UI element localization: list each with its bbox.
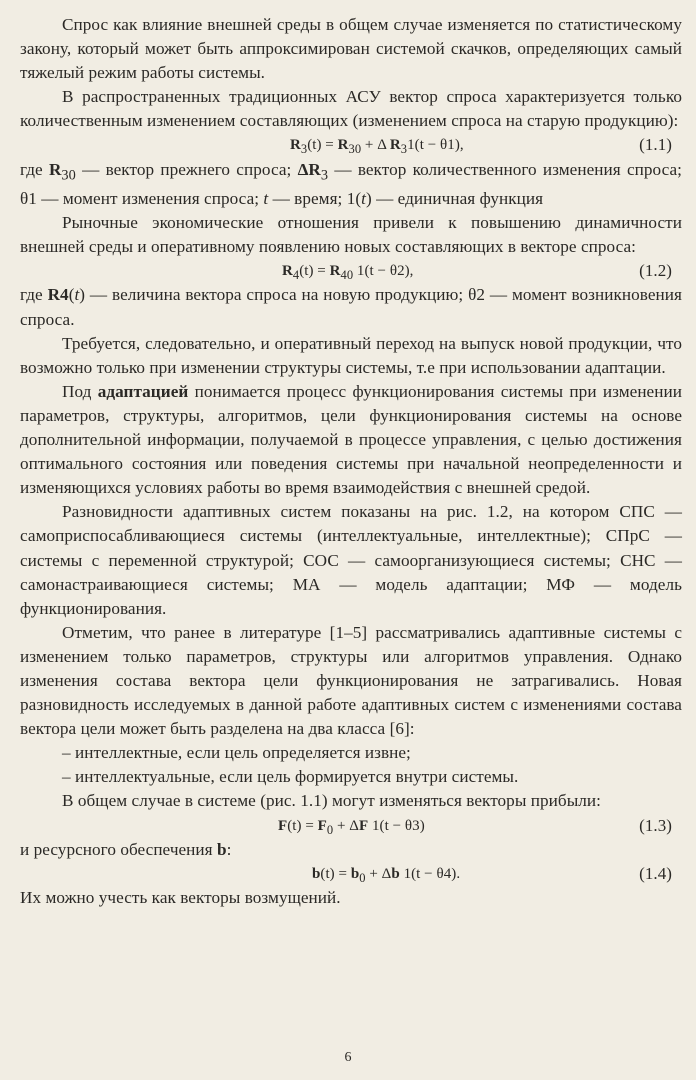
paragraph-literature-note: Отметим, что ранее в литературе [1–5] рассматривались адаптивные системы с изменением только параметров, структуры или алгоритмов управления. Однако изменения состава вектора цели функционирования не затрагивались. Новая разновидность исследуемых в данной работе адаптивных систем с изменениями состава вектора цели может быть разделена на два класса [6]:	[20, 622, 682, 739]
list-item-intellectual: – интеллектуальные, если цель формируется внутри системы.	[62, 767, 519, 787]
paragraph-profit-vectors: В общем случае в системе (рис. 1.1) могут изменяться векторы прибыли:	[62, 791, 602, 811]
equation-1-2	[20, 259, 682, 283]
paragraph-where-r30: где $R_{30}$ — вектор прежнего спроса; $\Delta R_3$ — вектор количественного изменения спроса; θ1 — момент изменения спроса; t — время; 1(t) — единичная функция	[20, 159, 682, 209]
equation-number: (1.2)	[639, 261, 672, 281]
paragraph-adaptive-system-types: Разновидности адаптивных систем показаны на рис. 1.2, на котором СПС — самоприспосабливающиеся системы (интеллектуальные, интеллектные); СПрС — системы с переменной структурой; СОС — самоорганизующиеся системы; СНС — самонастраивающиеся системы; МА — модель адаптации; МФ — модель функционирования.	[20, 502, 682, 618]
equation-number: (1.3)	[639, 815, 672, 835]
list-item-intellectic: – интеллектные, если цель определяется извне;	[62, 743, 411, 763]
equation-1-1-formula: $R_3(t) = R_{30} + \Delta$ $R_31(t - \theta 1)$,	[290, 137, 464, 157]
paragraph-adaptation-definition: Под адаптацией понимается процесс функционирования системы при изменении параметров, структуры, алгоритмов, цели функционирования системы на основе дополнительной информации, получаемой в процессе управления, с целью достижения оптимального состояния или поведения системы при начальной неопределенности и изменяющихся условиях работы во время взаимодействия с внешней средой.	[20, 381, 682, 498]
paragraph-disturbance-vectors: Их можно учесть как векторы возмущений.	[20, 887, 341, 907]
paragraph-operative-transition: Требуется, следовательно, и оперативный переход на выпуск новой продукции, что возможно только при изменении структуры системы, т.е при использовании адаптации.	[20, 333, 682, 377]
term-adaptation: адаптацией	[97, 381, 189, 401]
equation-number: (1.4)	[639, 863, 672, 883]
equation-1-1	[20, 133, 682, 157]
page-body	[20, 13, 682, 910]
paragraph-market-relations: Рыночные экономические отношения привели к повышению динамичности внешней среды и оперативному появлению новых составляющих в векторе спроса:	[20, 213, 682, 257]
paragraph-demand-intro: Спрос как влияние внешней среды в общем случае изменяется по статистическому закону, который может быть аппроксимирован системой скачков, определяющих самый тяжелый режим работы системы.	[20, 15, 682, 83]
equation-1-4	[20, 862, 682, 886]
equation-number: (1.1)	[639, 135, 672, 155]
paragraph-where-r4: где R4(t) — величина вектора спроса на новую продукцию; θ2 — момент возникновения спроса.	[20, 285, 682, 329]
equation-1-2-formula: $R_4(t) = R_{40}$ 1(t − θ2),	[282, 263, 414, 283]
paragraph-resource-vector: и ресурсного обеспечения b:	[20, 839, 232, 859]
page-number: 6	[344, 1050, 352, 1065]
equation-1-4-formula: $b(t) = b_0 + \Delta b$ 1(t − θ4).	[312, 865, 461, 885]
equation-1-3	[20, 814, 682, 838]
paragraph-traditional-asu: В распространенных традиционных АСУ вектор спроса характеризуется только количественным изменением составляющих (изменением спроса на старую продукцию):	[20, 87, 682, 131]
equation-1-3-formula: $F(t) = F_0 + \Delta F$ 1(t − θ3)	[278, 817, 425, 837]
